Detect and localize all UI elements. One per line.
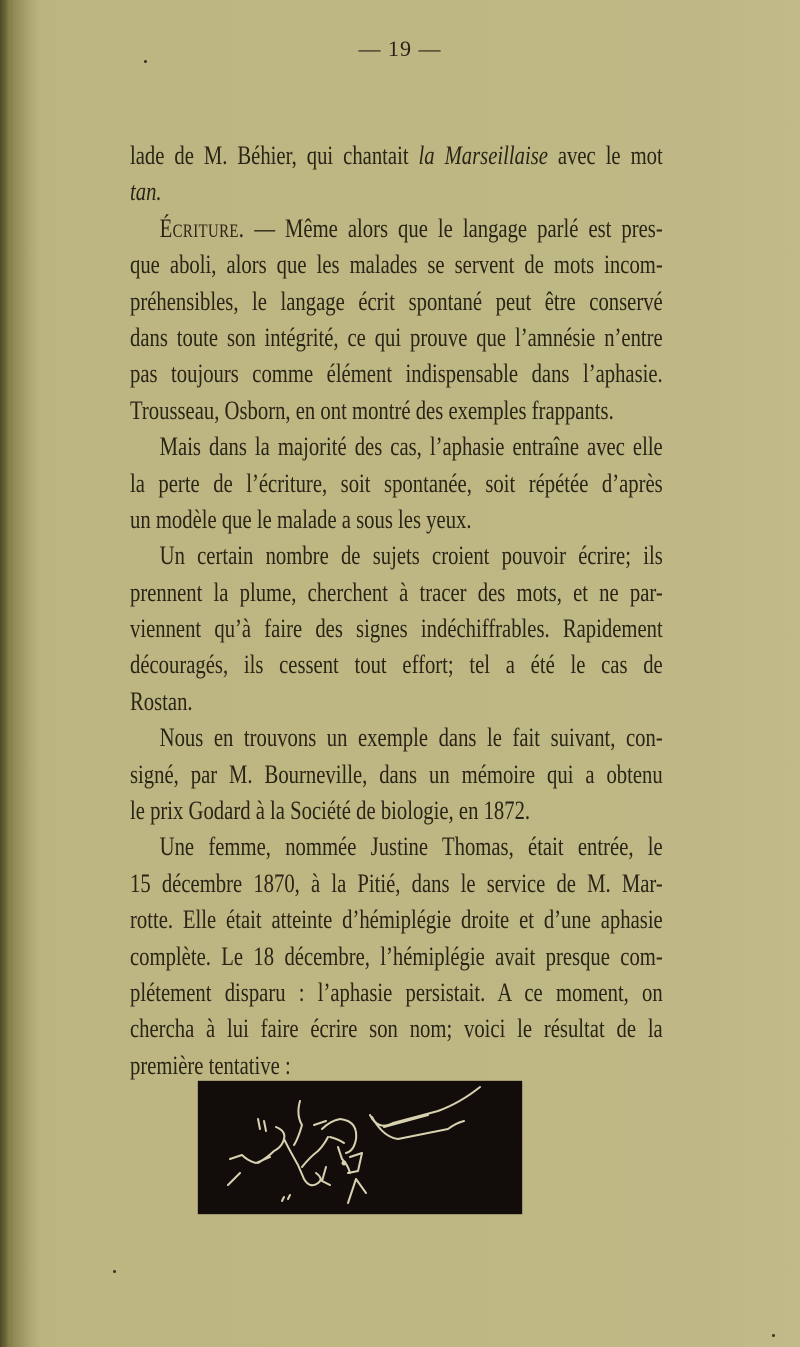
text-segment: rotte. Elle était atteinte d’hémiplégie droite et d’une aphasie <box>130 904 663 935</box>
text-segment: signé, par M. Bourneville, dans un mémoire qui a obtenu <box>130 758 663 789</box>
text-segment: Écriture. <box>159 212 245 243</box>
text-segment: — Même alors que le langage parlé est pres- <box>244 212 663 243</box>
text-line <box>130 355 663 391</box>
text-line <box>130 828 663 864</box>
text-segment: un modèle que le malade a sous les yeux. <box>130 503 472 534</box>
text-segment: Mais dans la majorité des cas, l’aphasie entraîne avec elle <box>159 431 663 462</box>
text-segment: Trousseau, Osborn, en ont montré des exemples frappants. <box>130 394 614 425</box>
text-segment: pas toujours comme élément indispensable dans l’aphasie. <box>130 358 663 389</box>
page-number: — 19 — <box>358 36 442 61</box>
text-line <box>130 246 663 282</box>
text-line <box>130 283 663 319</box>
text-segment: Une femme, nommée Justine Thomas, était entrée, le <box>159 831 663 862</box>
text-segment: préhensibles, le langage écrit spontané peut être conservé <box>130 285 663 316</box>
text-segment: première tentative : <box>130 1049 291 1080</box>
text-line <box>130 938 663 974</box>
text-segment: découragés, ils cessent tout effort; tel a été le cas de <box>130 649 663 680</box>
paper-speck <box>113 1270 116 1273</box>
text-segment: 15 décembre 1870, à la Pitié, dans le service de M. Mar- <box>130 867 663 898</box>
text-segment: lade de M. Béhier, qui chantait <box>130 140 419 170</box>
text-line <box>130 1010 663 1046</box>
text-segment: plétement disparu : l’aphasie persistait. A ce moment, on <box>130 976 663 1007</box>
text-segment: la perte de l’écriture, soit spontanée, soit répétée d’après <box>130 467 663 498</box>
text-segment: tan. <box>130 176 162 207</box>
text-segment: viennent qu’à faire des signes indéchiffrables. Rapidement <box>130 613 663 644</box>
text-line <box>130 792 663 828</box>
text-segment: Rostan. <box>130 685 193 716</box>
text-line <box>130 901 663 937</box>
paper-speck <box>144 60 147 63</box>
text-line <box>130 756 663 792</box>
text-line <box>130 501 663 537</box>
paper-speck <box>772 1334 775 1337</box>
text-line <box>130 428 663 464</box>
text-lines <box>130 137 663 1083</box>
text-line <box>130 646 663 682</box>
text-segment: que aboli, alors que les malades se servent de mots incom- <box>130 249 663 280</box>
text-segment: dans toute son intégrité, ce qui prouve que l’amnésie n’entre <box>130 321 663 352</box>
text-line <box>130 319 663 355</box>
text-line <box>130 719 663 755</box>
text-segment: Nous en trouvons un exemple dans le fait suivant, con- <box>159 722 663 753</box>
text-segment: le prix Godard à la Société de biologie, en 1872. <box>130 795 531 826</box>
text-line <box>130 537 663 573</box>
text-segment: avec le mot <box>547 140 663 170</box>
text-line <box>130 173 663 209</box>
body-text <box>130 137 663 1083</box>
book-spine-edge <box>0 0 10 1347</box>
text-line <box>130 865 663 901</box>
text-line <box>130 574 663 610</box>
text-segment: la Marseillaise <box>418 140 548 170</box>
scribble-strokes-icon <box>198 1081 522 1214</box>
text-line <box>130 683 663 719</box>
text-line <box>130 1047 663 1083</box>
text-line <box>130 392 663 428</box>
text-segment: chercha à lui faire écrire son nom; voici le résultat de la <box>130 1013 663 1044</box>
text-line <box>130 137 663 173</box>
handwriting-sample-figure <box>198 1081 522 1214</box>
text-segment: prennent la plume, cherchent à tracer des mots, et ne par- <box>130 576 663 607</box>
text-line <box>130 974 663 1010</box>
text-line <box>130 465 663 501</box>
text-segment: complète. Le 18 décembre, l’hémiplégie avait presque com- <box>130 940 663 971</box>
text-segment: Un certain nombre de sujets croient pouvoir écrire; ils <box>159 540 663 571</box>
text-line <box>130 610 663 646</box>
text-line <box>130 210 663 246</box>
gutter-shadow <box>10 0 40 1347</box>
